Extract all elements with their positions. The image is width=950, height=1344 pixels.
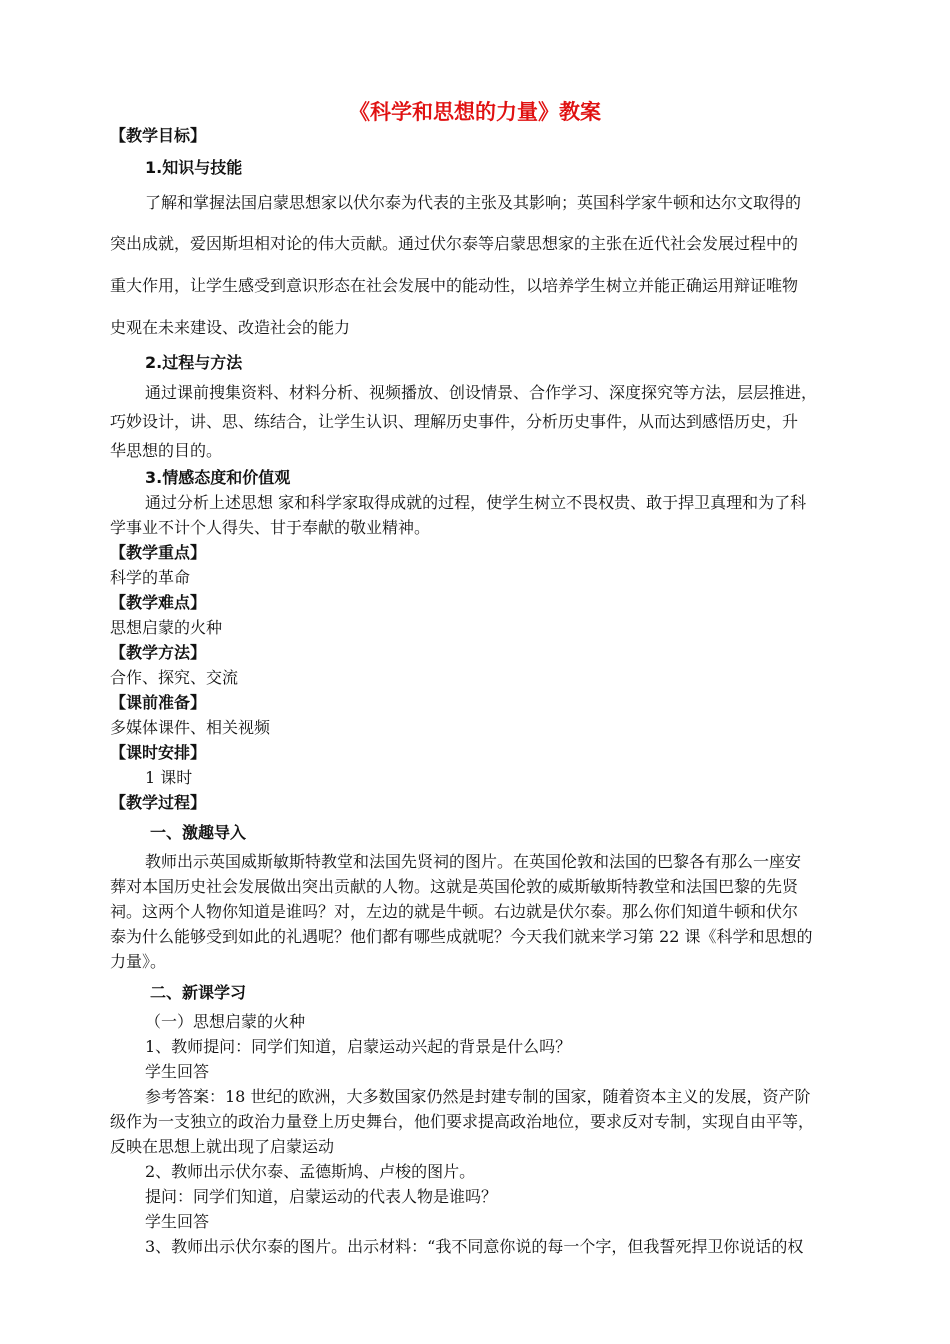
paragraph-line: 学生回答: [145, 1062, 210, 1081]
paragraph-line: 力量》。: [110, 952, 167, 971]
paragraph-line: 学事业不计个人得失、甘于奉献的敬业精神。: [110, 518, 431, 537]
subheading-values: 3.情感态度和价值观: [145, 468, 291, 487]
paragraph-line: 泰为什么能够受到如此的礼遇呢？他们都有哪些成就呢？今天我们就来学习第 22 课《科学和思想的: [110, 927, 813, 946]
paragraph-line: 2、教师出示伏尔泰、孟德斯鸠、卢梭的图片。: [145, 1162, 476, 1181]
paragraph-line: 科学的革命: [110, 568, 191, 587]
paragraph-line: 多媒体课件、相关视频: [110, 718, 271, 737]
paragraph-line: 级作为一支独立的政治力量登上历史舞台，他们要求提高政治地位，要求反对专制，实现自由平等，: [110, 1112, 815, 1131]
section-heading-method: 【教学方法】: [110, 643, 207, 662]
subheading-knowledge: 1.知识与技能: [145, 158, 243, 177]
subheading-new-lesson: 二、新课学习: [150, 983, 247, 1002]
paragraph-line: 3、教师出示伏尔泰的图片。出示材料：“我不同意你说的每一个字，但我誓死捍卫你说话的权: [145, 1237, 804, 1256]
paragraph-line: 祠。这两个人物你知道是谁吗？对，左边的就是牛顿。右边就是伏尔泰。那么你们知道牛顿和伏尔: [110, 902, 799, 921]
section-heading-objectives: 【教学目标】: [110, 126, 207, 145]
paragraph-line: 1 课时: [145, 768, 193, 787]
paragraph-line: 重大作用，让学生感受到意识形态在社会发展中的能动性，以培养学生树立并能正确运用辩证唯物: [110, 276, 799, 295]
paragraph-line: 史观在未来建设、改造社会的能力: [110, 318, 351, 337]
section-heading-difficulty: 【教学难点】: [110, 593, 207, 612]
section-heading-process: 【教学过程】: [110, 793, 207, 812]
paragraph-line: 了解和掌握法国启蒙思想家以伏尔泰为代表的主张及其影响；英国科学家牛顿和达尔文取得的: [145, 193, 802, 212]
paragraph-line: 参考答案：18 世纪的欧洲，大多数国家仍然是封建专制的国家，随着资本主义的发展，资产阶: [145, 1087, 811, 1106]
paragraph-line: 1、教师提问：同学们知道，启蒙运动兴起的背景是什么吗？: [145, 1037, 572, 1056]
paragraph-line: 学生回答: [145, 1212, 210, 1231]
subheading-intro: 一、激趣导入: [150, 823, 247, 842]
paragraph-line: 思想启蒙的火种: [110, 618, 223, 637]
paragraph-line: 反映在思想上就出现了启蒙运动: [110, 1137, 335, 1156]
paragraph-line: （一）思想启蒙的火种: [145, 1012, 306, 1031]
paragraph-line: 葬对本国历史社会发展做出突出贡献的人物。这就是英国伦敦的威斯敏斯特教堂和法国巴黎的先贤: [110, 877, 799, 896]
section-heading-schedule: 【课时安排】: [110, 743, 207, 762]
document-title: 《科学和思想的力量》教案: [349, 100, 601, 124]
subheading-process: 2.过程与方法: [145, 353, 243, 372]
paragraph-line: 通过分析上述思想 家和科学家取得成就的过程，使学生树立不畏权贵、敢于捍卫真理和为了科: [145, 493, 807, 512]
section-heading-preparation: 【课前准备】: [110, 693, 207, 712]
paragraph-line: 突出成就，爱因斯坦相对论的伟大贡献。通过伏尔泰等启蒙思想家的主张在近代社会发展过程中的: [110, 234, 799, 253]
paragraph-line: 教师出示英国威斯敏斯特教堂和法国先贤祠的图片。在英国伦敦和法国的巴黎各有那么一座安: [145, 852, 802, 871]
paragraph-line: 华思想的目的。: [110, 441, 223, 460]
paragraph-line: 提问：同学们知道，启蒙运动的代表人物是谁吗？: [145, 1187, 498, 1206]
section-heading-key-point: 【教学重点】: [110, 543, 207, 562]
paragraph-line: 合作、探究、交流: [110, 668, 239, 687]
paragraph-line: 通过课前搜集资料、材料分析、视频播放、创设情景、合作学习、深度探究等方法，层层推进，: [145, 383, 818, 402]
paragraph-line: 巧妙设计，讲、思、练结合，让学生认识、理解历史事件，分析历史事件，从而达到感悟历史，升: [110, 412, 799, 431]
